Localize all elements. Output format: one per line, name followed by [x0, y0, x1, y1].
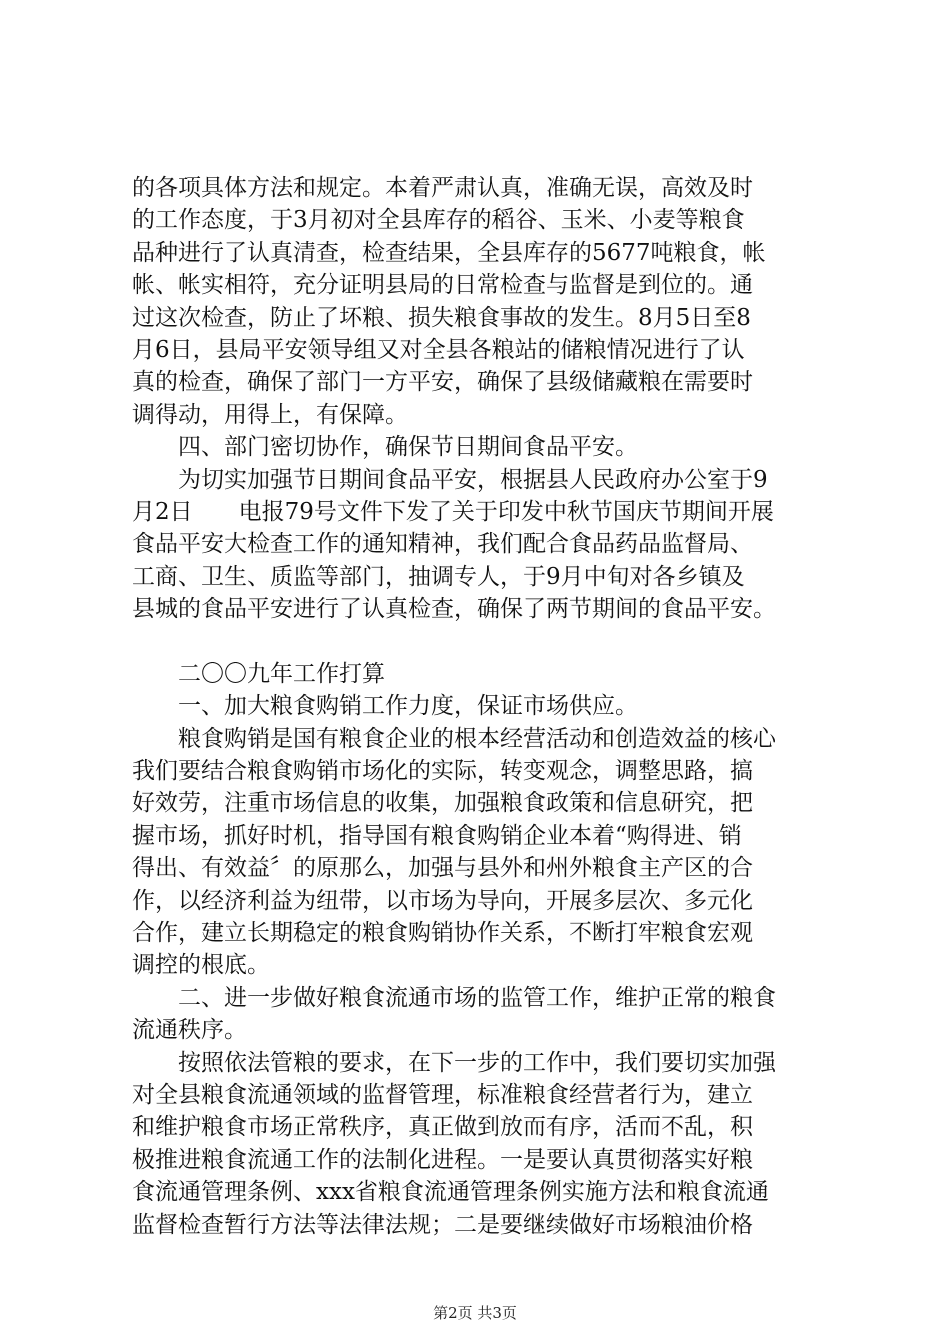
text-line: 为切实加强节日期间食品平安，根据县人民政府办公室于9 — [178, 466, 768, 493]
text-line: 调控的根底。 — [132, 952, 270, 979]
text-line: 月6日，县局平安领导组又对全县各粮站的储粮情况进行了认 — [132, 336, 745, 363]
text-line: 得出、有效益〞的原那么，加强与县外和州外粮食主产区的合 — [132, 855, 753, 882]
text-line: 好效劳，注重市场信息的收集，加强粮食政策和信息研究，把 — [132, 790, 753, 817]
text-line: 极推进粮食流通工作的法制化进程。一是要认真贯彻落实好粮 — [132, 1146, 753, 1173]
text-line: 和维护粮食市场正常秩序，真正做到放而有序，活而不乱，积 — [132, 1114, 753, 1141]
text-line: 按照依法管粮的要求，在下一步的工作中，我们要切实加强 — [178, 1049, 776, 1076]
text-line: 食流通管理条例、xxx省粮食流通管理条例实施方法和粮食流通 — [132, 1179, 769, 1206]
text-line: 作，以经济利益为纽带，以市场为导向，开展多层次、多元化 — [132, 887, 753, 914]
text-line: 调得动，用得上，有保障。 — [132, 401, 408, 428]
text-line: 食品平安大检查工作的通知精神，我们配合食品药品监督局、 — [132, 531, 753, 558]
text-line: 一、加大粮食购销工作力度，保证市场供应。 — [178, 693, 638, 720]
text-line: 流通秩序。 — [132, 1017, 247, 1044]
text-line: 过这次检查，防止了坏粮、损失粮食事故的发生。8月5日至8 — [132, 304, 751, 331]
text-line: 合作，建立长期稳定的粮食购销协作关系，不断打牢粮食宏观 — [132, 919, 753, 946]
text-line: 二〇〇九年工作打算 — [178, 660, 385, 687]
document-body — [132, 172, 852, 1241]
text-line: 对全县粮食流通领域的监督管理，标准粮食经营者行为，建立 — [132, 1081, 753, 1108]
text-line: 我们要结合粮食购销市场化的实际，转变观念，调整思路，搞 — [132, 758, 753, 785]
text-line: 粮食购销是国有粮食企业的根本经营活动和创造效益的核心 — [178, 725, 776, 752]
text-line: 真的检查，确保了部门一方平安，确保了县级储藏粮在需要时 — [132, 369, 753, 396]
page-footer: 第2页 共3页 — [433, 1304, 517, 1322]
text-line: 握市场，抓好时机，指导国有粮食购销企业本着“购得进、销 — [132, 822, 742, 849]
text-line: 监督检查暂行方法等法律法规；二是要继续做好市场粮油价格 — [132, 1211, 753, 1238]
text-line: 县城的食品平安进行了认真检查，确保了两节期间的食品平安。 — [132, 596, 776, 623]
text-line: 四、部门密切协作，确保节日期间食品平安。 — [178, 434, 638, 461]
text-line: 的工作态度，于3月初对全县库存的稻谷、玉米、小麦等粮食 — [132, 207, 745, 234]
text-line: 二、进一步做好粮食流通市场的监管工作，维护正常的粮食 — [178, 984, 776, 1011]
text-line: 品种进行了认真清查，检查结果，全县库存的5677吨粮食，帐 — [132, 239, 766, 266]
text-line: 的各项具体方法和规定。本着严肃认真，准确无误，高效及时 — [132, 175, 753, 201]
text-line: 工商、卫生、质监等部门，抽调专人，于9月中旬对各乡镇及 — [132, 563, 745, 590]
text-line: 帐、帐实相符，充分证明县局的日常检查与监督是到位的。通 — [132, 272, 753, 299]
blank-line — [132, 625, 852, 657]
text-line: 月2日 电报79号文件下发了关于印发中秋节国庆节期间开展 — [132, 498, 774, 525]
